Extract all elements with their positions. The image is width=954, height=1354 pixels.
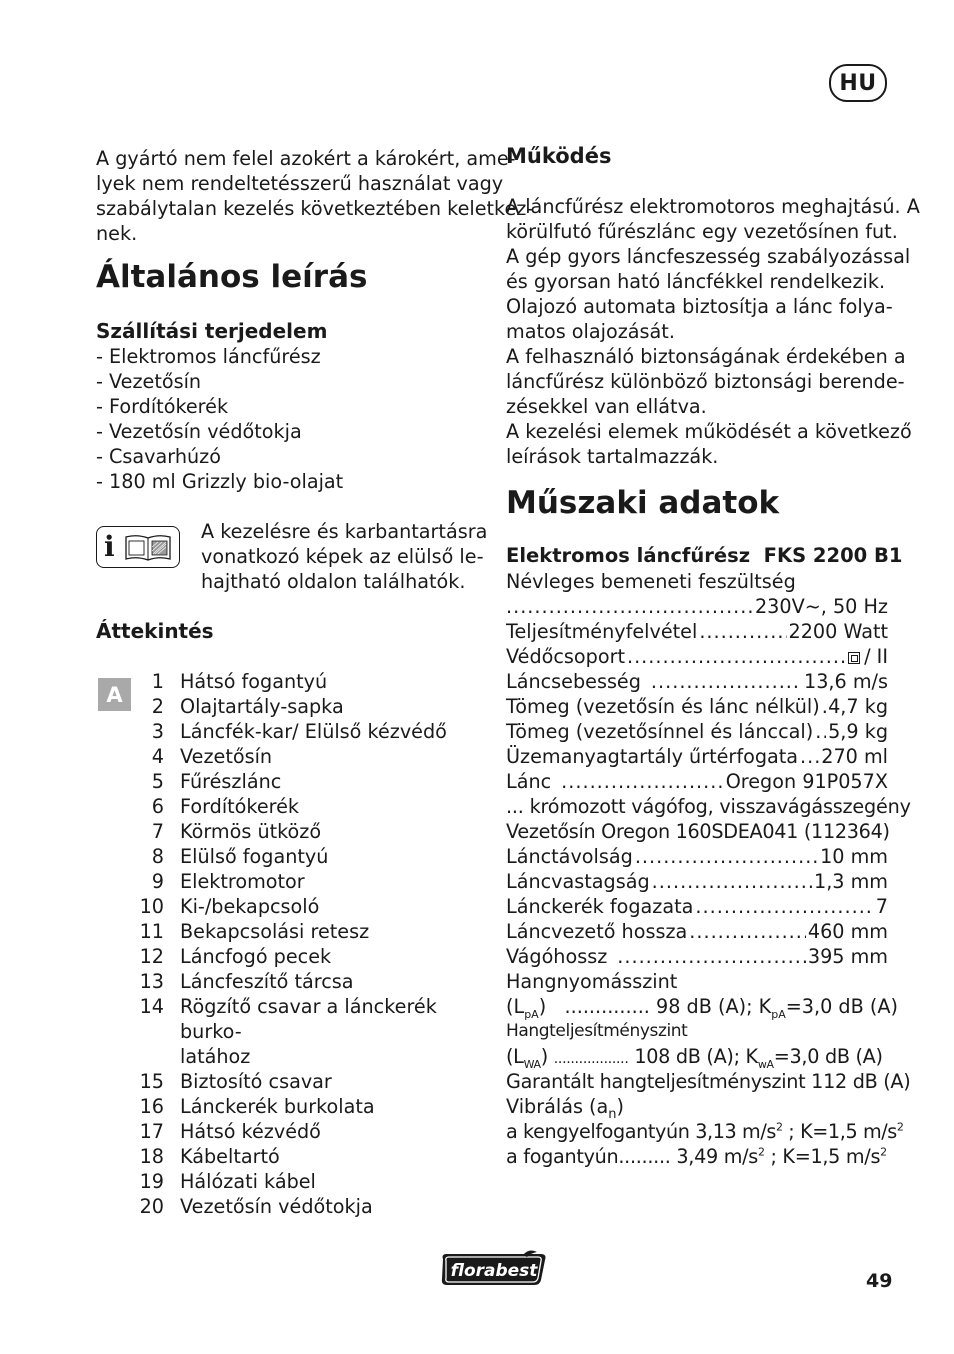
part-name: Fordítókerék xyxy=(180,795,300,818)
part-list-item xyxy=(130,1194,490,1219)
part-name: Kábeltartó xyxy=(180,1145,280,1168)
list-item: - Fordítókerék xyxy=(96,395,229,418)
sound-power-label: Hangteljesítményszint xyxy=(506,1021,688,1041)
operation-line: és gyorsan ható láncfékkel rendelkezik. xyxy=(506,270,886,293)
spec-value: 1,3 mm xyxy=(814,870,888,893)
intro-line: szabálytalan kezelés következtében keletkez- xyxy=(96,197,534,220)
spec-label: Lánctávolság xyxy=(506,845,633,868)
delivery-list xyxy=(96,344,343,494)
spec-label: Tömeg (vezetősín és lánc nélkül) xyxy=(506,695,820,718)
tech-subtitle: Elektromos láncfűrész FKS 2200 B1 xyxy=(506,544,903,567)
part-number: 17 xyxy=(139,1120,164,1143)
part-name: Elülső fogantyú xyxy=(180,845,329,868)
part-name: Körmös ütköző xyxy=(180,820,322,843)
vibration-row-bracket-handle: a kengyelfogantyún 3,13 $m/s^2$ ; K=1,5 $m/s^2$ xyxy=(506,1120,904,1143)
operation-line: Olajozó automata biztosítja a lánc folya- xyxy=(506,295,893,318)
operation-line: A kezelési elemek működését a következő xyxy=(506,420,912,443)
open-book-icon xyxy=(123,533,173,561)
delivery-scope-title: Szállítási terjedelem xyxy=(96,319,328,343)
spec-value: 7 xyxy=(875,895,888,918)
operation-line: körülfutó fűrészlánc egy vezetősínen fut. xyxy=(506,220,898,243)
part-name: Láncfeszítő tárcsa xyxy=(180,970,354,993)
spec-row xyxy=(506,844,888,869)
part-list-item xyxy=(130,669,490,694)
operation-line: leírások tartalmazzák. xyxy=(506,445,719,468)
operation-line: A gép gyors láncfeszesség szabályozással xyxy=(506,245,911,268)
note-line: vonatkozó képek az elülső le- xyxy=(201,545,484,568)
part-number: 4 xyxy=(151,745,164,768)
protection-class-icon xyxy=(848,652,860,664)
part-list-item xyxy=(130,944,490,969)
spec-row xyxy=(506,619,888,644)
part-name: Hátsó kézvédő xyxy=(180,1120,321,1143)
info-book-icon xyxy=(96,526,180,568)
spec-value: 460 mm xyxy=(807,920,888,943)
spec-label: Lánckerék fogazata xyxy=(506,895,694,918)
guaranteed-sound-power: Garantált hangteljesítményszint 112 dB (A) xyxy=(506,1070,911,1093)
part-name: Olajtartály-sapka xyxy=(180,695,344,718)
part-name: Ki-/bekapcsoló xyxy=(180,895,320,918)
parts-list xyxy=(130,669,490,1219)
part-number: 12 xyxy=(139,945,164,968)
part-name: Lánckerék burkolata xyxy=(180,1095,375,1118)
intro-line: nek. xyxy=(96,222,138,245)
spec-value: 395 mm xyxy=(807,945,888,968)
spec-row xyxy=(506,694,888,719)
part-name: Rögzítő csavar a lánckerék burko- latához xyxy=(180,995,437,1068)
language-badge: HU xyxy=(829,64,887,102)
intro-line: lyek nem rendeltetésszerű használat vagy xyxy=(96,172,504,195)
list-item: - 180 ml Grizzly bio-olajat xyxy=(96,470,344,493)
tech-data xyxy=(506,569,911,1169)
part-name: Hátsó fogantyú xyxy=(180,670,328,693)
spec-value xyxy=(848,644,888,669)
spec-row xyxy=(506,919,888,944)
note-line: A kezelésre és karbantartásra xyxy=(201,520,488,543)
part-name: Láncfogó pecek xyxy=(180,945,332,968)
svg-text:florabest: florabest xyxy=(450,1261,538,1281)
part-name: Biztosító csavar xyxy=(180,1070,332,1093)
rated-voltage-label: Névleges bemeneti feszültség xyxy=(506,570,796,593)
part-list-item xyxy=(130,719,490,744)
sound-pressure-label: Hangnyomásszint xyxy=(506,970,678,993)
part-name: Vezetősín védőtokja xyxy=(180,1195,373,1218)
spec-value: 4,7 kg xyxy=(828,695,888,718)
overview-title: Áttekintés xyxy=(96,619,214,643)
part-list-item xyxy=(130,1144,490,1169)
intro-paragraph xyxy=(96,146,534,246)
part-list-item xyxy=(130,694,490,719)
part-list-item xyxy=(130,744,490,769)
part-name: Bekapcsolási retesz xyxy=(180,920,370,943)
figure-label-a: A xyxy=(98,678,131,711)
sound-power-value: $(L_{WA})$ .................. 108 dB (A); $K_{wA}=3,0$ dB (A) xyxy=(506,1045,883,1071)
part-name: Elektromotor xyxy=(180,870,305,893)
part-list-item xyxy=(130,894,490,919)
part-number: 18 xyxy=(139,1145,164,1168)
part-number: 13 xyxy=(139,970,164,993)
part-list-item xyxy=(130,1169,490,1194)
part-list-item xyxy=(130,969,490,994)
spec-value: 270 ml xyxy=(821,745,888,768)
section-title-operation: Működés xyxy=(506,144,612,168)
vibration-row-handle: a fogantyún......... 3,49 $m/s^2$ ; K=1,5 $m/s^2$ xyxy=(506,1145,887,1168)
part-number: 10 xyxy=(139,895,164,918)
sound-pressure-value: $(L_{pA})$ .............. 98 dB (A); $K_{pA}=3,0$ dB (A) xyxy=(506,995,898,1021)
spec-label: Láncvezető hossza xyxy=(506,920,688,943)
chain-extra: ... krómozott vágófog, visszavágásszegény xyxy=(506,795,911,818)
part-number: 9 xyxy=(151,870,164,893)
part-number: 20 xyxy=(139,1195,164,1218)
operation-text xyxy=(506,194,920,469)
part-number: 1 xyxy=(151,670,164,693)
vibration-label: Vibrálás $(a_n)$ xyxy=(506,1095,625,1122)
part-number: 2 xyxy=(151,695,164,718)
spec-row xyxy=(506,719,888,744)
spec-row xyxy=(506,594,888,619)
part-number: 16 xyxy=(139,1095,164,1118)
note-line: hajtható oldalon találhatók. xyxy=(201,570,466,593)
part-name: Vezetősín xyxy=(180,745,273,768)
spec-value: 13,6 m/s xyxy=(804,670,888,693)
part-list-item xyxy=(130,769,490,794)
operation-line: láncfűrész különböző biztonsági berende- xyxy=(506,370,905,393)
part-number: 11 xyxy=(139,920,164,943)
part-number: 14 xyxy=(139,995,164,1018)
part-number: 3 xyxy=(151,720,164,743)
spec-label: Teljesítményfelvétel xyxy=(506,620,698,643)
part-number: 5 xyxy=(151,770,164,793)
part-list-item xyxy=(130,994,490,1069)
list-item: - Elektromos láncfűrész xyxy=(96,345,321,368)
spec-row xyxy=(506,669,888,694)
spec-value: 5,9 kg xyxy=(828,720,888,743)
part-number: 15 xyxy=(139,1070,164,1093)
part-name: Fűrészlánc xyxy=(180,770,282,793)
spec-label: Védőcsoport xyxy=(506,645,625,668)
part-number: 6 xyxy=(151,795,164,818)
info-i-icon: i xyxy=(104,530,115,563)
spec-row xyxy=(506,944,888,969)
spec-value: Oregon 91P057X xyxy=(725,770,888,793)
part-list-item xyxy=(130,794,490,819)
operation-line: zésekkel van ellátva. xyxy=(506,395,707,418)
spec-label: Üzemanyagtartály űrtérfogata xyxy=(506,745,799,768)
spec-label: Tömeg (vezetősínnel és lánccal) xyxy=(506,720,814,743)
intro-line: A gyártó nem felel azokért a károkért, ame- xyxy=(96,147,516,170)
list-item: - Vezetősín védőtokja xyxy=(96,420,302,443)
spec-row xyxy=(506,769,888,794)
part-list-item xyxy=(130,819,490,844)
section-title-tech: Műszaki adatok xyxy=(506,485,780,521)
protection-class-text: / II xyxy=(864,645,888,668)
list-item: - Csavarhúzó xyxy=(96,445,221,468)
fold-out-note xyxy=(201,519,491,594)
part-list-item xyxy=(130,919,490,944)
operation-line: A felhasználó biztonságának érdekében a xyxy=(506,345,906,368)
part-list-item xyxy=(130,844,490,869)
spec-row xyxy=(506,744,888,769)
spec-value: 230V~, 50 Hz xyxy=(754,595,888,618)
operation-line: A láncfűrész elektromotoros meghajtású. A xyxy=(506,195,920,218)
spec-value: 2200 Watt xyxy=(788,620,888,643)
part-number: 8 xyxy=(151,845,164,868)
operation-line: matos olajozását. xyxy=(506,320,675,343)
list-item: - Vezetősín xyxy=(96,370,202,393)
florabest-logo xyxy=(437,1250,551,1288)
spec-row xyxy=(506,644,888,669)
part-list-item xyxy=(130,1119,490,1144)
part-list-item xyxy=(130,1069,490,1094)
guide-bar: Vezetősín Oregon 160SDEA041 (112364) xyxy=(506,820,890,843)
part-name: Hálózati kábel xyxy=(180,1170,316,1193)
spec-label: Lánc xyxy=(506,770,552,793)
page-number: 49 xyxy=(866,1270,893,1292)
section-title-general: Általános leírás xyxy=(96,259,368,295)
part-list-item xyxy=(130,869,490,894)
part-name: Láncfék-kar/ Elülső kézvédő xyxy=(180,720,447,743)
spec-value: 10 mm xyxy=(820,845,888,868)
part-number: 19 xyxy=(139,1170,164,1193)
spec-row xyxy=(506,894,888,919)
part-number: 7 xyxy=(151,820,164,843)
part-list-item xyxy=(130,1094,490,1119)
spec-label: Láncsebesség xyxy=(506,670,641,693)
spec-row xyxy=(506,869,888,894)
spec-label: Láncvastagság xyxy=(506,870,650,893)
spec-label: Vágóhossz xyxy=(506,945,608,968)
